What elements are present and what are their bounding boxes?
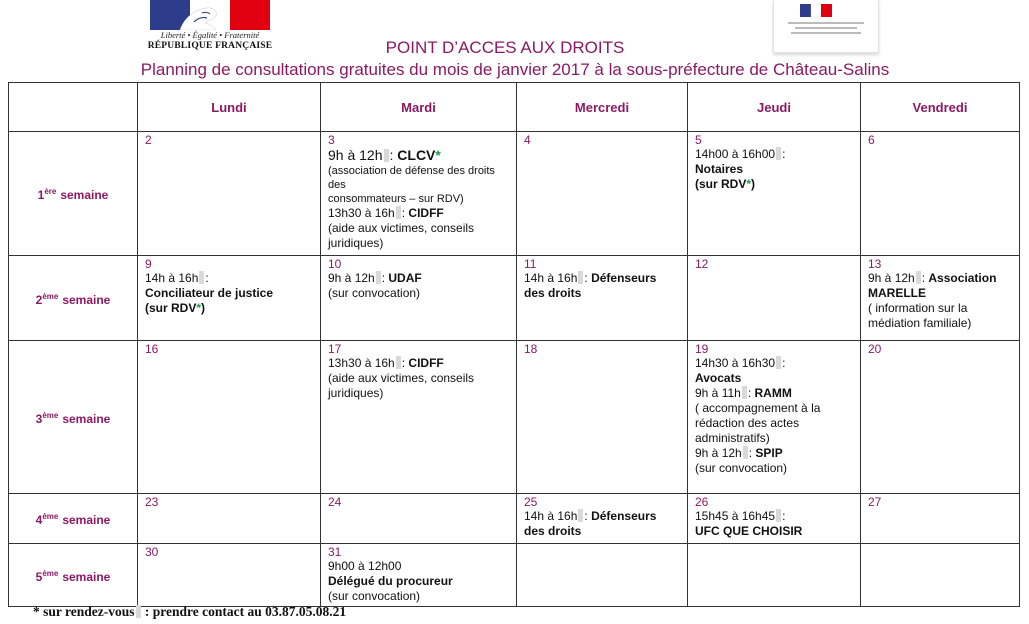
footnote bbox=[33, 604, 346, 620]
week-word: semaine bbox=[62, 569, 111, 584]
day-cell bbox=[138, 494, 321, 544]
organization-name: CLCV bbox=[397, 147, 436, 163]
line-text: 14h à 16h bbox=[524, 271, 578, 285]
line-text: juridiques) bbox=[328, 236, 384, 250]
day-cell bbox=[861, 256, 1020, 341]
table-header-row bbox=[9, 83, 1020, 132]
day-cell bbox=[138, 544, 321, 607]
line-text: 14h à 16h bbox=[145, 271, 199, 285]
consultation-line bbox=[328, 356, 510, 371]
line-separator: : bbox=[747, 386, 755, 400]
consultation-line bbox=[695, 461, 854, 476]
appointment-star: * bbox=[746, 177, 752, 191]
line-text: 13h30 à 16h bbox=[328, 356, 395, 370]
date-number: 24 bbox=[328, 495, 342, 509]
highlight-marker bbox=[384, 149, 389, 162]
page-subtitle: Planning de consultations gratuites du mois de janvier 2017 à la sous-préfecture de Château-Salins bbox=[140, 60, 890, 79]
line-text: consommateurs – sur RDV) bbox=[328, 193, 464, 205]
date-number: 30 bbox=[145, 545, 159, 559]
line-text: Délégué du procureur bbox=[328, 574, 453, 588]
week-ordinal: ème bbox=[42, 410, 59, 420]
week-number: 3 bbox=[35, 411, 43, 426]
day-cell bbox=[688, 341, 861, 494]
day-cell bbox=[861, 494, 1020, 544]
week-number: 4 bbox=[35, 513, 43, 527]
date-number: 17 bbox=[328, 342, 342, 356]
line-text: (sur convocation) bbox=[328, 589, 421, 603]
line-text: Notaires bbox=[695, 162, 744, 176]
date-number bbox=[695, 545, 854, 559]
line-separator: : bbox=[401, 206, 409, 220]
line-text: (sur RDV bbox=[145, 301, 197, 315]
consultation-line bbox=[145, 301, 314, 316]
week-ordinal: ème bbox=[42, 568, 59, 578]
organization-name: CIDFF bbox=[408, 356, 444, 370]
consultation-line bbox=[328, 236, 510, 251]
highlight-marker bbox=[396, 206, 401, 219]
line-text: 14h00 à 16h00 bbox=[695, 147, 776, 161]
line-separator: : bbox=[389, 147, 398, 163]
day-header-3: Jeudi bbox=[688, 83, 861, 132]
page-title: POINT D’ACCES AUX DROITS bbox=[385, 38, 625, 57]
line-text: (sur convocation) bbox=[695, 461, 788, 475]
day-cell bbox=[861, 132, 1020, 256]
organization-name: CIDFF bbox=[408, 206, 444, 220]
corner-cell bbox=[9, 83, 138, 132]
line-text: 9h à 12h bbox=[328, 147, 383, 163]
consultation-line bbox=[328, 147, 510, 164]
day-cell bbox=[517, 494, 688, 544]
line-text: juridiques) bbox=[328, 386, 384, 400]
line-separator: : bbox=[584, 271, 592, 285]
date-number: 12 bbox=[695, 257, 709, 271]
line-text: MARELLE bbox=[868, 286, 926, 300]
day-cell bbox=[138, 256, 321, 341]
line-text: 15h45 à 16h45 bbox=[695, 509, 776, 523]
line-separator: : bbox=[381, 271, 389, 285]
mini-flag-icon bbox=[800, 4, 832, 17]
highlight-marker bbox=[578, 509, 583, 522]
day-cell bbox=[138, 341, 321, 494]
consultation-line bbox=[328, 386, 510, 401]
consultation-line bbox=[695, 147, 854, 162]
line-text: (sur convocation) bbox=[328, 286, 421, 300]
week-label bbox=[9, 494, 138, 544]
date-number: 19 bbox=[695, 342, 709, 356]
line-text: rédaction des actes bbox=[695, 416, 800, 430]
consultation-line bbox=[328, 589, 510, 604]
consultation-line bbox=[695, 524, 854, 539]
line-end: ) bbox=[751, 177, 756, 191]
date-number: 27 bbox=[868, 495, 882, 509]
day-header-2: Mercredi bbox=[517, 83, 688, 132]
consultation-line bbox=[695, 431, 854, 446]
line-text: 14h30 à 16h30 bbox=[695, 356, 776, 370]
appointment-star: * bbox=[196, 301, 202, 315]
consultation-line bbox=[868, 271, 1013, 286]
week-ordinal: ème bbox=[42, 291, 59, 301]
date-number: 23 bbox=[145, 495, 159, 509]
line-text: (aide aux victimes, conseils bbox=[328, 371, 475, 385]
consultation-line bbox=[524, 271, 681, 286]
day-cell bbox=[688, 494, 861, 544]
consultation-line bbox=[695, 509, 854, 524]
organization-name: RAMM bbox=[754, 386, 792, 400]
consultation-line bbox=[695, 401, 854, 416]
highlight-marker bbox=[916, 271, 921, 284]
marianne-logo-icon bbox=[150, 0, 270, 30]
highlight-marker bbox=[199, 271, 204, 284]
day-cell bbox=[321, 256, 517, 341]
highlight-marker bbox=[776, 356, 781, 369]
line-separator: : bbox=[584, 509, 592, 523]
consultation-line bbox=[328, 271, 510, 286]
line-separator: : bbox=[748, 446, 756, 460]
consultation-planning-table bbox=[8, 82, 1020, 607]
consultation-line bbox=[328, 286, 510, 301]
organization-name: Défenseurs bbox=[591, 509, 657, 523]
line-text: des droits bbox=[524, 524, 582, 538]
consultation-line bbox=[328, 192, 510, 206]
highlight-marker bbox=[742, 386, 747, 399]
consultation-line bbox=[328, 559, 510, 574]
week-number: 1 bbox=[37, 188, 45, 202]
week-number: 5 bbox=[35, 569, 43, 584]
republic-motto: Liberté • Égalité • Fraternité bbox=[160, 30, 260, 40]
day-cell bbox=[321, 132, 517, 256]
day-header-0: Lundi bbox=[138, 83, 321, 132]
line-text: 13h30 à 16h bbox=[328, 206, 395, 220]
organization-name: SPIP bbox=[755, 446, 783, 460]
highlight-marker bbox=[776, 147, 781, 160]
line-text: UFC QUE CHOISIR bbox=[695, 524, 803, 538]
line-text: (association de défense des droits des bbox=[328, 165, 495, 191]
consultation-line bbox=[695, 177, 854, 192]
day-cell bbox=[321, 494, 517, 544]
date-number: 5 bbox=[695, 133, 702, 147]
day-cell bbox=[517, 341, 688, 494]
line-text: Avocats bbox=[695, 371, 742, 385]
table-row bbox=[9, 256, 1020, 341]
consultation-line bbox=[524, 524, 681, 539]
week-label bbox=[9, 341, 138, 494]
date-number: 4 bbox=[524, 133, 531, 147]
footnote-contact: : prendre contact au 03.87.05.08.21 bbox=[141, 604, 347, 619]
date-number: 6 bbox=[868, 133, 875, 147]
week-ordinal: ère bbox=[44, 187, 57, 196]
date-number bbox=[524, 545, 681, 559]
highlight-marker bbox=[136, 605, 141, 618]
consultation-line bbox=[145, 271, 314, 286]
line-separator: : bbox=[205, 271, 209, 285]
table-row bbox=[9, 494, 1020, 544]
line-separator: : bbox=[782, 147, 786, 161]
consultation-line bbox=[328, 371, 510, 386]
consultation-line bbox=[524, 286, 681, 301]
day-cell bbox=[517, 132, 688, 256]
highlight-marker bbox=[743, 446, 748, 459]
consultation-line bbox=[868, 301, 1013, 316]
consultation-line bbox=[695, 162, 854, 177]
week-number: 2 bbox=[35, 292, 43, 307]
day-cell bbox=[517, 256, 688, 341]
consultation-line bbox=[145, 286, 314, 301]
highlight-marker bbox=[376, 271, 381, 284]
line-separator: : bbox=[782, 356, 786, 370]
day-cell bbox=[688, 256, 861, 341]
line-text: administratifs) bbox=[695, 431, 770, 445]
republic-name: RÉPUBLIQUE FRANÇAISE bbox=[147, 41, 273, 51]
highlight-marker bbox=[396, 356, 401, 369]
table-row bbox=[9, 132, 1020, 256]
highlight-marker bbox=[578, 271, 583, 284]
highlight-marker bbox=[776, 509, 781, 522]
line-text: des droits bbox=[524, 286, 582, 300]
line-text: (aide aux victimes, conseils bbox=[328, 221, 475, 235]
consultation-line bbox=[868, 286, 1013, 301]
date-number: 18 bbox=[524, 342, 538, 356]
day-header-4: Vendredi bbox=[861, 83, 1020, 132]
line-text: 14h à 16h bbox=[524, 509, 578, 523]
date-number: 20 bbox=[868, 342, 882, 356]
week-word: semaine bbox=[62, 513, 111, 527]
consultation-line bbox=[695, 446, 854, 461]
organization-name: Défenseurs bbox=[591, 271, 657, 285]
consultation-line bbox=[868, 316, 1013, 331]
week-word: semaine bbox=[62, 411, 111, 426]
date-number: 10 bbox=[328, 257, 342, 271]
week-label bbox=[9, 256, 138, 341]
consultation-line bbox=[328, 164, 510, 192]
line-text: 9h00 à 12h00 bbox=[328, 559, 402, 573]
consultation-line bbox=[695, 356, 854, 371]
date-number: 26 bbox=[695, 495, 709, 509]
line-text: ( accompagnement à la bbox=[695, 401, 821, 415]
date-number: 13 bbox=[868, 257, 882, 271]
line-separator: : bbox=[401, 356, 409, 370]
consultation-line bbox=[524, 509, 681, 524]
week-label bbox=[9, 132, 138, 256]
date-number: 9 bbox=[145, 257, 152, 271]
week-word: semaine bbox=[60, 188, 109, 202]
day-cell bbox=[688, 132, 861, 256]
week-ordinal: ème bbox=[42, 512, 59, 521]
day-cell bbox=[861, 341, 1020, 494]
consultation-line bbox=[695, 416, 854, 431]
date-number: 3 bbox=[328, 133, 335, 147]
consultation-line bbox=[695, 386, 854, 401]
table-row bbox=[9, 544, 1020, 607]
table-row bbox=[9, 341, 1020, 494]
week-label bbox=[9, 544, 138, 607]
day-cell bbox=[861, 544, 1020, 607]
consultation-line bbox=[328, 221, 510, 236]
date-number: 16 bbox=[145, 342, 159, 356]
line-separator: : bbox=[921, 271, 929, 285]
line-text: 9h à 11h bbox=[695, 386, 741, 400]
line-text: (sur RDV bbox=[695, 177, 747, 191]
line-text: 9h à 12h bbox=[695, 446, 742, 460]
date-number: 31 bbox=[328, 545, 342, 559]
day-cell bbox=[321, 341, 517, 494]
day-cell bbox=[517, 544, 688, 607]
consultation-line bbox=[328, 206, 510, 221]
date-number: 2 bbox=[145, 133, 152, 147]
line-text: ( information sur la bbox=[868, 301, 968, 315]
day-header-1: Mardi bbox=[321, 83, 517, 132]
line-text: médiation familiale) bbox=[868, 316, 972, 330]
organization-name: Association bbox=[928, 271, 997, 285]
week-word: semaine bbox=[62, 292, 111, 307]
date-number: 11 bbox=[524, 257, 537, 271]
day-cell bbox=[688, 544, 861, 607]
day-cell bbox=[138, 132, 321, 256]
day-cell bbox=[321, 544, 517, 607]
line-text: Conciliateur de justice bbox=[145, 286, 274, 300]
consultation-line bbox=[695, 371, 854, 386]
line-separator: : bbox=[782, 509, 786, 523]
line-text: 9h à 12h bbox=[328, 271, 375, 285]
organization-name: UDAF bbox=[388, 271, 422, 285]
consultation-line bbox=[328, 574, 510, 589]
date-number bbox=[868, 545, 1013, 559]
line-text: 9h à 12h bbox=[868, 271, 915, 285]
appointment-star: * bbox=[435, 147, 441, 163]
date-number: 25 bbox=[524, 495, 538, 509]
line-end: ) bbox=[201, 301, 206, 315]
footnote-prefix: * sur rendez-vous bbox=[33, 604, 135, 619]
